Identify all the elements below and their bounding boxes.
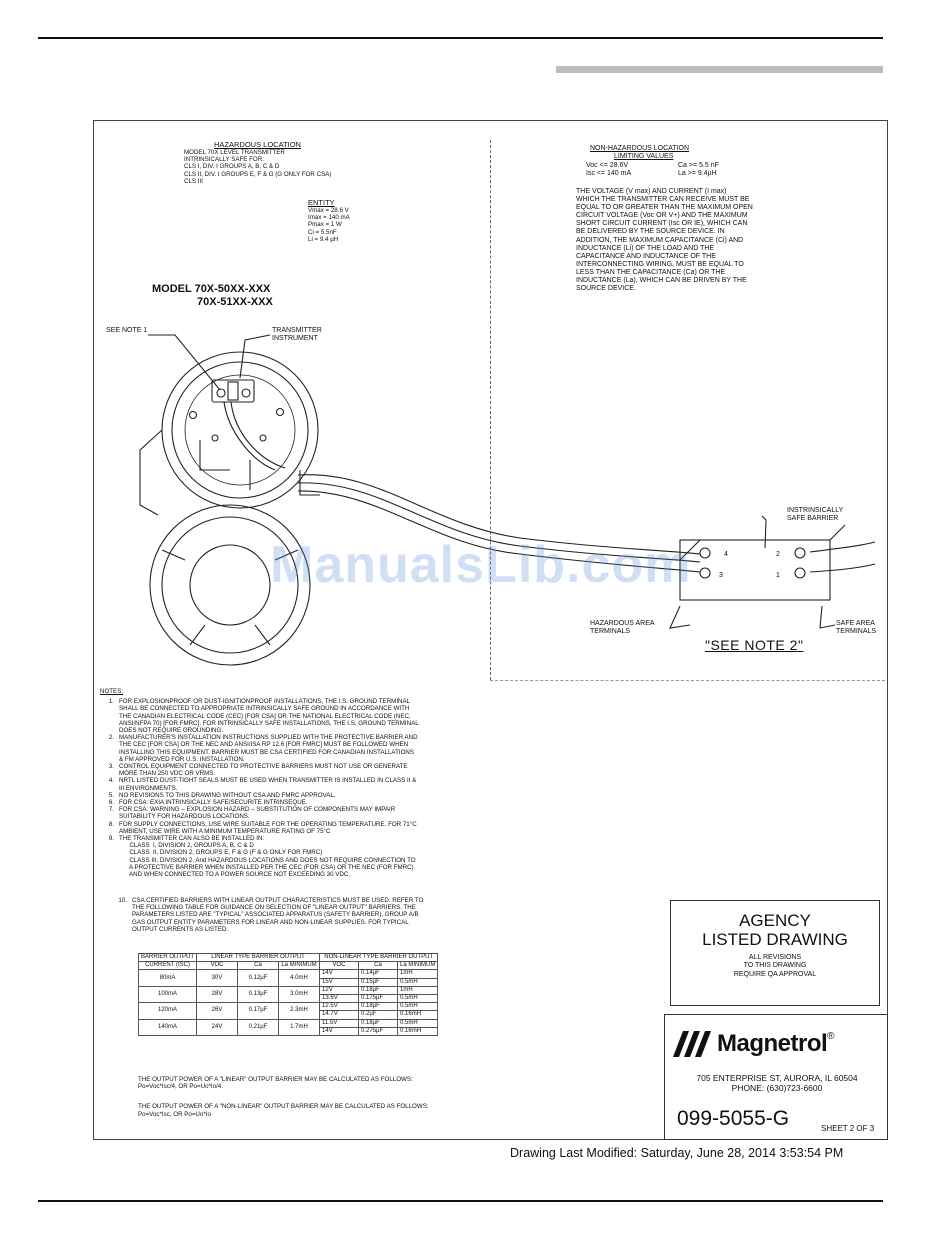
table-cell: 80mA [139, 970, 197, 986]
hazardous-line: MODEL 70X LEVEL TRANSMITTER [184, 149, 285, 156]
note-line: ANSI/NFPA 70) [FOR FMRC]. FOR INTRINSICALLY SAFE INSTALLATIONS, THE I.S. GROUND TERMINAL [119, 719, 419, 727]
table-cell: 4.0mH [279, 970, 320, 986]
note-line: MORE THAN 250 VDC OR VRMS. [119, 770, 216, 778]
hazardous-location-block [184, 140, 444, 185]
note-number: 8. [108, 820, 114, 828]
table-row [139, 1019, 438, 1027]
note-line: FOR CSA: WARNING – EXPLOSION HAZARD – SUBSTITUTION OF COMPONENTS MAY IMPAIR [119, 806, 396, 814]
table-subheader: La MINIMUM [398, 962, 438, 970]
safe-terminals-line: TERMINALS [836, 628, 877, 635]
table-cell: 100mA [139, 986, 197, 1002]
ca-limit: Ca >= 5.5 nF [678, 161, 719, 169]
table-cell: 14V [320, 1027, 359, 1035]
registered-mark: ® [827, 1031, 835, 1042]
note-line: CLASS III, DIVISION 2, And HAZARDOUS LOCATIONS AND DOES NOT REQUIRE CONNECTION TO [119, 856, 416, 864]
table-cell: 24V [197, 1019, 238, 1035]
note-item [100, 799, 540, 806]
table-header: BARRIER OUTPUT [139, 954, 197, 962]
note-10-line: CSA CERTIFIED BARRIERS WITH LINEAR OUTPUT CHARACTERISTICS MUST BE USED. REFER TO [132, 897, 424, 904]
paragraph-line: EQUAL TO OR GREATER THAN THE MAXIMUM OPEN [576, 204, 753, 212]
table-cell: 1mH [398, 970, 438, 978]
table-header: LINEAR TYPE BARRIER OUTPUT [197, 954, 320, 962]
note-item [100, 734, 540, 763]
paragraph-line: INTERCONNECTING WIRING, MUST BE EQUAL TO [576, 260, 744, 268]
table-cell: 0.16mH [398, 1027, 438, 1035]
haz-terminals-line: HAZARDOUS AREA [590, 620, 655, 627]
note-line: AMBIENT, USE WIRE WITH A MINIMUM TEMPERATURE RATING OF 75°C [119, 827, 331, 835]
title-block [664, 1014, 888, 1140]
table-cell: 0.175µF [359, 994, 398, 1002]
table-cell: 0.14µF [359, 970, 398, 978]
note-number: 2. [108, 734, 114, 742]
paragraph-line: ADDITION, THE MAXIMUM CAPACITANCE (Ci) AND [576, 236, 744, 244]
zone-divider-horizontal [490, 680, 885, 681]
table-cell: 0.5mH [398, 1019, 438, 1027]
note-item [100, 763, 540, 777]
entity-line: Vmax = 28.6 V [308, 207, 349, 214]
table-cell: 14V [320, 970, 359, 978]
linear-formula: Po=Voc*Isc/4, OR Po=Uo*Io/4. [138, 1083, 223, 1091]
entity-line: Ci = 5.5nF [308, 228, 337, 236]
agency-title: AGENCY [739, 911, 811, 930]
bottom-rule [38, 1200, 883, 1202]
paragraph-line: CAPACITANCE AND INDUCTANCE OF THE [576, 252, 716, 260]
entity-line: Pmax = 1 W [308, 221, 342, 229]
table-cell: 0.5mH [398, 1003, 438, 1011]
paragraph-line: CIRCUIT VOLTAGE (Voc OR V+) AND THE MAXIMUM [576, 212, 748, 220]
table-cell: 2.3mH [279, 1003, 320, 1019]
terminal-2: 2 [776, 551, 780, 558]
note-line: FOR SUPPLY CONNECTIONS, USE WIRE SUITABLE FOR THE OPERATING TEMPERATURE. FOR 71°C [119, 820, 417, 828]
table-cell: 3.0mH [279, 986, 320, 1002]
barrier-label [787, 507, 843, 523]
magnetrol-mark-icon [671, 1029, 715, 1059]
entity-line: Li = 9.4 µH [308, 235, 339, 243]
table-cell: 15V [320, 978, 359, 986]
table-header: CURRENT (ISC) [139, 962, 197, 970]
voltage-current-paragraph [576, 188, 806, 293]
note-line: III ENVIRONMENTS. [119, 784, 178, 792]
note-line: SUITABILITY FOR HAZARDOUS LOCATIONS. [119, 813, 250, 821]
non-hazardous-title: NON-HAZARDOUS LOCATION [590, 145, 690, 152]
note-item [100, 835, 540, 878]
model-line-2: 70X-51XX-XXX [197, 296, 273, 308]
table-row [139, 1003, 438, 1011]
voc-limit: Voc <= 28.6V [586, 161, 629, 169]
note-10-line: THE FOLLOWING TABLE FOR GUIDANCE ON SELECTION OF "LINEAR OUTPUT" BARRIERS. THE [132, 904, 416, 912]
header-gray-bar [556, 66, 883, 73]
note-line: MANUFACTURER'S INSTALLATION INSTRUCTIONS SUPPLIED WITH THE PROTECTIVE BARRIER AND [119, 734, 418, 742]
note-line: FOR CSA: EXIA INTRINSICALLY SAFE/SECURITE INTRINSEQUE. [119, 799, 308, 807]
note-number: 10. [118, 897, 127, 904]
table-cell: 120mA [139, 1003, 197, 1019]
model-number [152, 283, 273, 309]
model-line-1: MODEL 70X-50XX-XXX [152, 283, 271, 295]
note-item [100, 698, 540, 734]
table-cell: 1mH [398, 986, 438, 994]
hazardous-terminals-label [590, 620, 655, 636]
instrument-label-line: INSTRUMENT [272, 335, 318, 342]
table-cell: 0.13µF [238, 986, 279, 1002]
note-item [100, 792, 540, 799]
note-number: 9. [108, 835, 114, 843]
table-cell: 14.7V [320, 1011, 359, 1019]
barrier-label-line: INSTRINSICALLY [787, 507, 844, 514]
note-item [100, 777, 540, 791]
table-cell: 0.18µF [359, 986, 398, 994]
last-modified: Drawing Last Modified: Saturday, June 28, 2014 3:53:54 PM [510, 1146, 844, 1160]
agency-note: TO THIS DRAWING [743, 962, 807, 970]
table-cell: 0.12µF [238, 970, 279, 986]
note-line: FOR EXPLOSIONPROOF OR DUST-IGNITIONPROOF INSTALLATIONS, THE I.S. GROUND TERMINAL [119, 698, 411, 706]
agency-note: ALL REVISIONS [748, 954, 802, 961]
note-line: CLASS II, DIVISION 2, GROUPS E, F & G (F & G ONLY FOR FMRC) [119, 849, 323, 857]
linear-formula-text: THE OUTPUT POWER OF A "LINEAR" OUTPUT BARRIER MAY BE CALCULATED AS FOLLOWS: [138, 1076, 413, 1083]
note-line: THE CANADIAN ELECTRICAL CODE (CEC) [FOR CSA] OR THE NATIONAL ELECTRICAL CODE (NEC, [119, 712, 411, 720]
note-number: 6. [108, 799, 114, 807]
transmitter-label [272, 327, 322, 343]
hazardous-line: CLS I, DIV. I GROUPS A, B, C & D [184, 163, 280, 171]
table-row [139, 986, 438, 994]
note-line: AND WHEN CONNECTED TO A POWER SOURCE NOT EXCEEDING 30 VDC. [119, 871, 351, 879]
table-subheader: VOC [197, 962, 238, 970]
note-line: INSTALLING THIS EQUIPMENT. BARRIER MUST BE CSA CERTIFIED FOR CANADIAN INSTALLATIONS [119, 748, 414, 756]
terminal-4: 4 [724, 551, 728, 558]
watermark: ManualsLib.com [270, 536, 692, 594]
paragraph-line: THE VOLTAGE (V max) AND CURRENT (I max) [576, 188, 727, 195]
note-item [100, 821, 540, 835]
paragraph-line: INDUCTANCE (Li) OF THE LOAD AND THE [576, 244, 715, 252]
hazardous-line: CLS III [184, 177, 203, 185]
agency-subtitle: LISTED DRAWING [702, 930, 848, 949]
note-number: 5. [108, 791, 114, 799]
note-10 [113, 897, 513, 933]
notes-section [100, 688, 540, 878]
notes-list [100, 698, 540, 878]
la-limit: La >= 9.4µH [678, 170, 717, 178]
terminal-3: 3 [719, 572, 723, 579]
entity-title: ENTITY [308, 198, 335, 207]
table-cell: 28V [197, 986, 238, 1002]
table-cell: 0.15µF [359, 978, 398, 986]
table-header: NON-LINEAR TYPE BARRIER OUTPUT [320, 954, 438, 962]
nonlinear-formula-text: THE OUTPUT POWER OF A "NON-LINEAR" OUTPUT BARRIER MAY BE CALCULATED AS FOLLOWS: [138, 1103, 429, 1111]
note-line: CLASS I, DIVISION 2, GROUPS A, B, C & D [119, 842, 254, 850]
note-number: 1. [108, 698, 114, 706]
table-cell: 0.275µF [359, 1027, 398, 1035]
nonlinear-formula: Po=Voc*Isc, OR Po=Uo*Io [138, 1110, 211, 1118]
sheet-number: SHEET 2 OF 3 [821, 1124, 875, 1133]
note-line: THE TRANSMITTER CAN ALSO BE INSTALLED IN: [119, 835, 265, 843]
paragraph-line: SHORT CIRCUIT CURRENT (Isc OR IE), WHICH CAN [576, 220, 748, 228]
note-number: 3. [108, 763, 114, 771]
paragraph-line: BE DELIVERED BY THE SOURCE DEVICE. IN [576, 228, 725, 236]
top-rule [38, 37, 883, 39]
phone-line: PHONE: (630)723-6600 [731, 1083, 823, 1093]
table-row [139, 970, 438, 978]
address-line: 705 ENTERPRISE ST, AURORA, IL 60504 [696, 1073, 858, 1083]
note-line: CONTROL EQUIPMENT CONNECTED TO PROTECTIVE BARRIERS MUST NOT USE OR GENERATE [119, 763, 408, 771]
transmitter-label-line: TRANSMITTER [272, 327, 322, 334]
note-number: 4. [108, 777, 114, 785]
table-cell: 0.18µF [359, 1019, 398, 1027]
table-subheader: VOC [320, 962, 359, 970]
table-subheader: La MINIMUM [279, 962, 320, 970]
hazardous-line: INTRINSICALLY SAFE FOR: [184, 156, 264, 164]
note-line: NRTL LISTED DUST-TIGHT SEALS MUST BE USED WHEN TRANSMITTER IS INSTALLED IN CLASS II & [119, 777, 417, 785]
paragraph-line: INDUCTANCE (La), WHICH CAN BE DRIVEN BY THE [576, 277, 747, 285]
barrier-output-table [138, 953, 438, 1036]
limiting-values-title: LIMITING VALUES [614, 153, 674, 161]
paragraph-line: WHICH THE TRANSMITTER CAN RECEIVE MUST BE [576, 196, 750, 204]
note-10-line: OUTPUT CURRENTS AS LISTED. [132, 925, 229, 933]
note-line: THE CEC [FOR CSA] OR THE NEC AND ANSI/ISA RP 12.6 [FOR FMRC] MUST BE FOLLOWED WHEN [119, 741, 409, 749]
note-item [100, 806, 540, 820]
notes-heading: NOTES: [100, 688, 124, 695]
isc-limit: Isc <= 140 mA [586, 170, 632, 178]
safe-terminals-label [836, 620, 876, 636]
table-subheader: Ca [359, 962, 398, 970]
see-note-1-label: SEE NOTE 1 [106, 327, 148, 334]
magnetrol-logo [671, 1029, 835, 1059]
note-line: NO REVISIONS TO THIS DRAWING WITHOUT CSA AND FMRC APPROVAL. [119, 791, 336, 799]
safe-terminals-line: SAFE AREA [836, 620, 875, 627]
note-line: & FM APPROVED FOR U.S. INSTALLATION. [119, 755, 245, 763]
hazardous-title: HAZARDOUS LOCATION [214, 140, 301, 149]
company-address [665, 1073, 889, 1093]
entity-line: Imax = 140 mA [308, 214, 350, 222]
power-formulas [138, 1076, 488, 1118]
table-cell: 26V [197, 1003, 238, 1019]
entity-block [308, 198, 428, 243]
transmitter-wiring-drawing [100, 320, 890, 680]
note-10-line: PARAMETERS LISTED ARE "TYPICAL" ASSOCIATED APPARATUS (SAFETY BARRIER), GROUP A/B [132, 911, 419, 919]
note-number: 7. [108, 806, 114, 814]
barrier-table-wrapper [138, 953, 438, 1036]
non-hazardous-block [576, 145, 796, 179]
table-cell: 12V [320, 986, 359, 994]
note-line: DOES NOT REQUIRE GROUNDING. [119, 727, 224, 735]
company-name: Magnetrol [717, 1030, 828, 1057]
table-cell: 0.2µF [359, 1011, 398, 1019]
note-line: SHALL BE CONNECTED TO APPROPRIATE INTRINSICALLY SAFE GROUND IN ACCORDANCE WITH [119, 705, 410, 713]
note-line: A PROTECTIVE BARRIER WHEN INSTALLED PER THE CEC (FOR CSA) OR THE NEC (FOR FMRC) [119, 863, 414, 871]
table-cell: 140mA [139, 1019, 197, 1035]
table-cell: 1.7mH [279, 1019, 320, 1035]
see-note-2-label: "SEE NOTE 2" [705, 637, 804, 653]
table-cell: 0.5mH [398, 994, 438, 1002]
agency-listed-box [670, 900, 880, 1006]
paragraph-line: LESS THAN THE CAPACITANCE (Ca) OR THE [576, 268, 726, 276]
table-cell: 0.16mH [398, 1011, 438, 1019]
table-cell: 11.5V [320, 1019, 359, 1027]
table-cell: 0.5mH [398, 978, 438, 986]
table-cell: 12.5V [320, 1003, 359, 1011]
paragraph-line: SOURCE DEVICE. [576, 285, 636, 293]
table-cell: 0.17µF [238, 1003, 279, 1019]
barrier-label-line: SAFE BARRIER [787, 515, 839, 522]
table-cell: 30V [197, 970, 238, 986]
agency-note: REQUIRE QA APPROVAL [733, 970, 817, 978]
table-cell: 13.6V [320, 994, 359, 1002]
hazardous-line: CLS II, DIV. I GROUPS E, F & G (G ONLY FOR CSA) [184, 170, 332, 178]
table-cell: 0.21µF [238, 1019, 279, 1035]
haz-terminals-line: TERMINALS [590, 628, 631, 635]
terminal-1: 1 [776, 572, 780, 579]
drawing-number: 099-5055-G [677, 1107, 790, 1130]
table-cell: 0.18µF [359, 1003, 398, 1011]
note-10-line: GAS OUTPUT ENTITY PARAMETERS FOR LINEAR AND NON-LINEAR SUPPLIES. FOR TYPICAL [132, 918, 409, 926]
table-subheader: Ca [238, 962, 279, 970]
